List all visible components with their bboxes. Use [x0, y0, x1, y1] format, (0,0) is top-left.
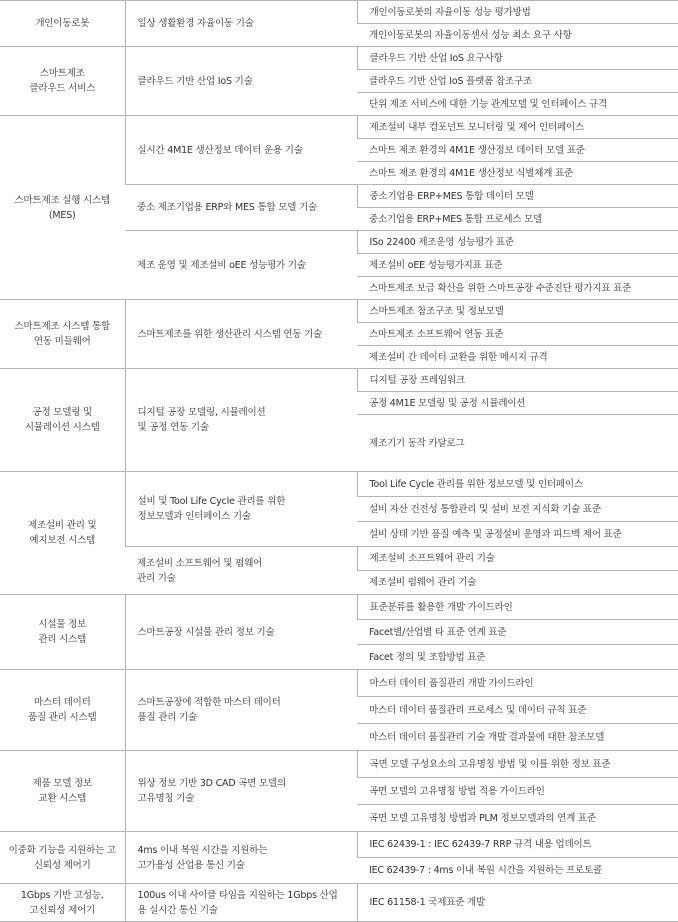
technology-cell: 위상 정보 기반 3D CAD 곡면 모델의 고유명칭 기술 [125, 751, 357, 832]
system-cell: 스마트제조 시스템 통합 연동 미들웨어 [0, 300, 125, 369]
standard-cell: IEC 62439-7 : 4ms 이내 복원 시간을 지원하는 프로토콜 [357, 858, 678, 884]
technology-cell: 제조 운영 및 제조설비 oEE 성능평가 기술 [125, 231, 357, 300]
technology-cell: 스마트공장에 적합한 마스터 데이터 품질 관리 기술 [125, 670, 357, 751]
standard-cell: 곡면 모델 구성요소의 고유명칭 방법 및 이를 위한 정보 표준 [357, 751, 678, 778]
table-row [0, 472, 678, 497]
technology-cell: 디지털 공장 모델링, 시뮬레이션 및 공정 연동 기술 [125, 369, 357, 472]
standard-cell: 스마트 제조 환경의 4M1E 생산정보 식별체계 표준 [357, 162, 678, 185]
system-cell: 스마트제조 클라우드 서비스 [0, 47, 125, 116]
standard-cell: 디지털 공장 프레임워크 [357, 369, 678, 392]
standard-cell: ISo 22400 제조운영 성능평가 표준 [357, 231, 678, 254]
system-cell: 제조설비 관리 및 예지보전 시스템 [0, 472, 125, 595]
system-cell: 제품 모델 정보 교환 시스템 [0, 751, 125, 832]
standard-cell: 단위 제조 서비스에 대한 기능 관계모델 및 인터페이스 규격 [357, 93, 678, 116]
technology-cell: 스마트공장 시설물 관리 정보 기술 [125, 595, 357, 670]
technology-cell: 일상 생활환경 자율이동 기술 [125, 1, 357, 47]
standard-cell: 제조설비 내부 컴포넌트 모니터링 및 제어 인터페이스 [357, 116, 678, 139]
table-row [0, 116, 678, 139]
technology-cell: 스마트제조를 위한 생산관리 시스템 연동 기술 [125, 300, 357, 369]
system-cell: 개인이동로봇 [0, 1, 125, 47]
standard-cell: 마스터 데이터 품질관리 기술 개발 결과물에 대한 참조모델 [357, 724, 678, 751]
system-cell: 마스터 데이터 품질 관리 시스템 [0, 670, 125, 751]
table-row [0, 47, 678, 70]
table-row [0, 595, 678, 620]
standard-cell: 스마트제조 소프트웨어 연동 표준 [357, 323, 678, 346]
table-row [0, 751, 678, 778]
standard-cell: 마스터 데이터 품질관리 프로세스 및 데이터 규칙 표준 [357, 697, 678, 724]
standard-cell: 클라우드 기반 산업 IoS 플랫폼 참조구조 [357, 70, 678, 93]
standard-cell: 클라우드 기반 산업 IoS 요구사항 [357, 47, 678, 70]
table-row [0, 884, 678, 922]
standard-cell: 제조설비 oEE 성능평가지표 표준 [357, 254, 678, 277]
standard-cell: IEC 61158-1 국제표준 개발 [357, 884, 678, 922]
table-row [0, 832, 678, 858]
system-cell: 시설물 정보 관리 시스템 [0, 595, 125, 670]
table-row [0, 670, 678, 697]
standard-cell: 제조설비 간 데이터 교환을 위한 메시지 규격 [357, 346, 678, 369]
standard-cell: 제조기기 동작 카달로그 [357, 415, 678, 472]
standard-cell: 제조설비 펌웨어 관리 기술 [357, 571, 678, 595]
system-cell: 1Gbps 기반 고성능, 고신뢰성 제어기 [0, 884, 125, 922]
standard-cell: 표준분류를 활용한 개발 가이드라인 [357, 595, 678, 620]
technology-cell: 설비 및 Tool Life Cycle 관리를 위한 정보모델과 인터페이스 기술 [125, 472, 357, 547]
standard-cell: Facet별/산업별 타 표준 연계 표준 [357, 620, 678, 645]
standard-cell: 곡면 모델의 고유명칭 방법 적용 가이드라인 [357, 778, 678, 805]
standard-cell: 개인이동로봇의 자율이동센서 성능 최소 요구 사항 [357, 24, 678, 47]
technology-cell: 중소 제조기업용 ERP와 MES 통합 모델 기술 [125, 185, 357, 231]
standard-cell: Facet 정의 및 조합방법 표준 [357, 645, 678, 670]
standard-cell: 중소기업용 ERP+MES 통합 프로세스 모델 [357, 208, 678, 231]
standard-cell: 마스터 데이터 품질관리 개발 가이드라인 [357, 670, 678, 697]
standard-cell: 설비 자산 건전성 통합관리 및 설비 보전 지식화 기술 표준 [357, 497, 678, 522]
table-row [0, 369, 678, 392]
technology-cell: 100us 이내 사이클 타임을 지원하는 1Gbps 산업 용 실시간 통신 기술 [125, 884, 357, 922]
technology-cell: 제조설비 소프트웨어 및 펌웨어 관리 기술 [125, 547, 357, 595]
standard-cell: Tool Life Cycle 관리를 위한 정보모델 및 인터페이스 [357, 472, 678, 497]
standard-cell: 개인이동로봇의 자율이동 성능 평가방법 [357, 1, 678, 24]
standard-cell: 스마트제조 참조구조 및 정보모델 [357, 300, 678, 323]
technology-cell: 실시간 4M1E 생산정보 데이터 운용 기술 [125, 116, 357, 185]
technology-cell: 클라우드 기반 산업 IoS 기술 [125, 47, 357, 116]
standard-cell: 제조설비 소프트웨어 관리 기술 [357, 547, 678, 571]
system-cell: 공정 모델링 및 시뮬레이션 시스템 [0, 369, 125, 472]
table-row [0, 300, 678, 323]
system-cell: 스마트제조 실행 시스템 (MES) [0, 116, 125, 300]
standard-cell: 스마트제조 보급 확산을 위한 스마트공장 수준진단 평가지표 표준 [357, 277, 678, 300]
standard-cell: 공정 4M1E 모델링 및 공정 시뮬레이션 [357, 392, 678, 415]
standard-cell: 곡면 모델 고유명칭 방법과 PLM 정보모델과의 연계 표준 [357, 805, 678, 832]
technology-cell: 4ms 이내 복원 시간을 지원하는 고가용성 산업용 통신 기술 [125, 832, 357, 884]
standard-cell: 설비 상태 기반 품질 예측 및 공정설비 운영과 피드백 제어 표준 [357, 522, 678, 547]
standard-cell: IEC 62439-1 : IEC 62439-7 RRP 규격 내용 업데이트 [357, 832, 678, 858]
system-cell: 이중화 기능을 지원하는 고 신뢰성 제어기 [0, 832, 125, 884]
standard-cell: 중소기업용 ERP+MES 통합 데이터 모델 [357, 185, 678, 208]
standard-cell: 스마트 제조 환경의 4M1E 생산정보 데이터 모델 표준 [357, 139, 678, 162]
table-row [0, 1, 678, 24]
